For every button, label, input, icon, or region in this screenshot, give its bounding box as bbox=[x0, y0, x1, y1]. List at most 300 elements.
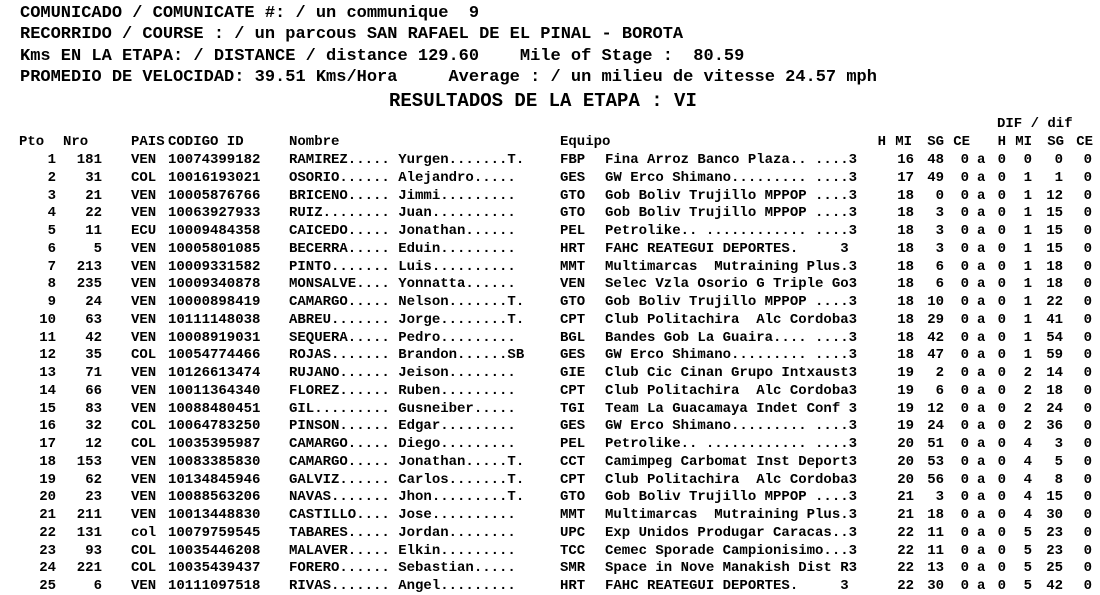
row-team-name: Petrolike.. ............ ....3 bbox=[605, 436, 858, 452]
row-c0: 0 bbox=[997, 312, 1006, 328]
row-codigo: 10013448830 bbox=[168, 507, 261, 523]
header-average-speed: PROMEDIO DE VELOCIDAD: 39.51 Kms/Hora Average : / un milieu de vitesse 24.57 mph bbox=[20, 68, 877, 87]
row-dif-sg: 0 bbox=[1083, 259, 1092, 275]
row-dif-h: 5 bbox=[1023, 560, 1032, 576]
row-sg: 3 bbox=[935, 223, 944, 239]
row-dif-mi: 12 bbox=[1046, 188, 1063, 204]
row-nro: 235 bbox=[76, 276, 102, 292]
row-dif-h: 1 bbox=[1023, 312, 1032, 328]
col-header-mi: MI bbox=[895, 134, 912, 150]
header-distance: Kms EN LA ETAPA: / DISTANCE / distance 129.60 Mile of Stage : 80.59 bbox=[20, 47, 745, 66]
row-mi: 20 bbox=[897, 436, 914, 452]
row-dif-sg: 0 bbox=[1083, 170, 1092, 186]
row-pais: COL bbox=[131, 418, 157, 434]
row-c0: 0 bbox=[997, 418, 1006, 434]
row-nro: 181 bbox=[76, 152, 102, 168]
row-nro: 32 bbox=[85, 418, 102, 434]
row-dif-sg: 0 bbox=[1083, 418, 1092, 434]
row-codigo: 10063927933 bbox=[168, 205, 261, 221]
row-dif-sg: 0 bbox=[1083, 489, 1092, 505]
row-nombre: PINSON...... Edgar......... bbox=[289, 418, 516, 434]
row-dif-mi: 18 bbox=[1046, 259, 1063, 275]
row-team-name: Petrolike.. ............ ....3 bbox=[605, 223, 858, 239]
row-sg: 18 bbox=[927, 507, 944, 523]
row-dif-h: 1 bbox=[1023, 188, 1032, 204]
row-nombre: CAICEDO..... Jonathan...... bbox=[289, 223, 516, 239]
col-header-equipo: Equipo bbox=[560, 134, 611, 150]
row-nro: 22 bbox=[85, 205, 102, 221]
row-mi: 18 bbox=[897, 347, 914, 363]
row-dif-mi: 30 bbox=[1046, 507, 1063, 523]
row-codigo: 10111148038 bbox=[168, 312, 261, 328]
row-dif-h: 5 bbox=[1023, 578, 1032, 594]
row-c0: 0 bbox=[997, 436, 1006, 452]
row-sg: 13 bbox=[927, 560, 944, 576]
row-mi: 16 bbox=[897, 152, 914, 168]
row-a: a bbox=[977, 223, 986, 239]
row-dif-h: 4 bbox=[1023, 436, 1032, 452]
row-ce: 0 bbox=[960, 489, 969, 505]
row-dif-mi: 1 bbox=[1054, 170, 1063, 186]
row-c0: 0 bbox=[997, 525, 1006, 541]
row-a: a bbox=[977, 436, 986, 452]
row-mi: 18 bbox=[897, 188, 914, 204]
header-course: RECORRIDO / COURSE : / un parcous SAN RAFAEL DE EL PINAL - BOROTA bbox=[20, 25, 684, 44]
row-dif-h: 4 bbox=[1023, 472, 1032, 488]
row-nro: 71 bbox=[85, 365, 102, 381]
row-ce: 0 bbox=[960, 454, 969, 470]
row-team-name: GW Erco Shimano......... ....3 bbox=[605, 418, 858, 434]
row-dif-mi: 59 bbox=[1046, 347, 1063, 363]
row-c0: 0 bbox=[997, 205, 1006, 221]
row-sg: 3 bbox=[935, 489, 944, 505]
row-a: a bbox=[977, 560, 986, 576]
row-team-name: Gob Boliv Trujillo MPPOP ....3 bbox=[605, 294, 858, 310]
row-dif-mi: 15 bbox=[1046, 205, 1063, 221]
row-pais: COL bbox=[131, 347, 157, 363]
row-dif-mi: 3 bbox=[1054, 436, 1063, 452]
row-dif-mi: 15 bbox=[1046, 489, 1063, 505]
row-a: a bbox=[977, 312, 986, 328]
row-dif-mi: 41 bbox=[1046, 312, 1063, 328]
row-ce: 0 bbox=[960, 170, 969, 186]
row-nro: 11 bbox=[85, 223, 102, 239]
row-dif-mi: 42 bbox=[1046, 578, 1063, 594]
row-pto: 21 bbox=[39, 507, 56, 523]
row-dif-sg: 0 bbox=[1083, 401, 1092, 417]
row-dif-sg: 0 bbox=[1083, 294, 1092, 310]
row-codigo: 10008919031 bbox=[168, 330, 261, 346]
row-nro: 24 bbox=[85, 294, 102, 310]
row-sg: 42 bbox=[927, 330, 944, 346]
row-c0: 0 bbox=[997, 170, 1006, 186]
row-pais: VEN bbox=[131, 383, 157, 399]
row-a: a bbox=[977, 454, 986, 470]
row-pais: VEN bbox=[131, 259, 157, 275]
col-header-sg: SG bbox=[927, 134, 944, 150]
row-nro: 31 bbox=[85, 170, 102, 186]
row-dif-sg: 0 bbox=[1083, 188, 1092, 204]
row-team-code: CPT bbox=[560, 383, 586, 399]
row-codigo: 10088563206 bbox=[168, 489, 261, 505]
row-a: a bbox=[977, 543, 986, 559]
row-sg: 6 bbox=[935, 259, 944, 275]
row-dif-sg: 0 bbox=[1083, 205, 1092, 221]
row-pais: COL bbox=[131, 436, 157, 452]
row-codigo: 10005876766 bbox=[168, 188, 261, 204]
row-pais: VEN bbox=[131, 507, 157, 523]
row-dif-mi: 5 bbox=[1054, 454, 1063, 470]
row-nro: 66 bbox=[85, 383, 102, 399]
row-team-name: Cemec Sporade Campionisimo...3 bbox=[605, 543, 858, 559]
row-a: a bbox=[977, 401, 986, 417]
row-nombre: CAMARGO..... Jonathan.....T. bbox=[289, 454, 525, 470]
row-pais: VEN bbox=[131, 276, 157, 292]
row-a: a bbox=[977, 507, 986, 523]
row-nombre: SEQUERA..... Pedro......... bbox=[289, 330, 516, 346]
row-nro: 221 bbox=[76, 560, 102, 576]
row-nombre: MONSALVE.... Yonnatta...... bbox=[289, 276, 516, 292]
row-c0: 0 bbox=[997, 241, 1006, 257]
row-team-name: Gob Boliv Trujillo MPPOP ....3 bbox=[605, 205, 858, 221]
row-a: a bbox=[977, 294, 986, 310]
row-dif-sg: 0 bbox=[1083, 436, 1092, 452]
row-team-name: Bandes Gob La Guaira.... ....3 bbox=[605, 330, 858, 346]
row-nombre: GIL......... Gusneiber..... bbox=[289, 401, 516, 417]
row-dif-mi: 22 bbox=[1046, 294, 1063, 310]
row-team-code: BGL bbox=[560, 330, 586, 346]
row-a: a bbox=[977, 170, 986, 186]
row-nombre: GALVIZ...... Carlos.......T. bbox=[289, 472, 525, 488]
row-pto: 16 bbox=[39, 418, 56, 434]
row-pto: 20 bbox=[39, 489, 56, 505]
row-pais: VEN bbox=[131, 330, 157, 346]
row-pto: 19 bbox=[39, 472, 56, 488]
row-codigo: 10035446208 bbox=[168, 543, 261, 559]
col-header-dif-h: H bbox=[997, 134, 1006, 150]
row-dif-sg: 0 bbox=[1083, 507, 1092, 523]
row-dif-h: 1 bbox=[1023, 259, 1032, 275]
row-team-name: Club Politachira Alc Cordoba3 bbox=[605, 383, 858, 399]
row-team-name: GW Erco Shimano......... ....3 bbox=[605, 170, 858, 186]
row-dif-h: 1 bbox=[1023, 170, 1032, 186]
row-sg: 6 bbox=[935, 383, 944, 399]
row-team-code: GES bbox=[560, 170, 586, 186]
row-dif-mi: 25 bbox=[1046, 560, 1063, 576]
row-nro: 5 bbox=[93, 241, 102, 257]
col-header-dif-ce: CE bbox=[1076, 134, 1093, 150]
row-sg: 10 bbox=[927, 294, 944, 310]
row-c0: 0 bbox=[997, 365, 1006, 381]
row-team-name: FAHC REATEGUI DEPORTES. 3 bbox=[605, 241, 849, 257]
row-team-code: TCC bbox=[560, 543, 586, 559]
row-nro: 213 bbox=[76, 259, 102, 275]
row-codigo: 10009484358 bbox=[168, 223, 261, 239]
row-codigo: 10005801085 bbox=[168, 241, 261, 257]
row-mi: 19 bbox=[897, 401, 914, 417]
row-a: a bbox=[977, 472, 986, 488]
row-a: a bbox=[977, 347, 986, 363]
row-team-name: Space in Nove Manakish Dist R3 bbox=[605, 560, 858, 576]
col-header-ce: CE bbox=[953, 134, 970, 150]
row-sg: 3 bbox=[935, 241, 944, 257]
row-a: a bbox=[977, 489, 986, 505]
row-ce: 0 bbox=[960, 241, 969, 257]
row-c0: 0 bbox=[997, 454, 1006, 470]
row-codigo: 10011364340 bbox=[168, 383, 261, 399]
row-ce: 0 bbox=[960, 205, 969, 221]
row-team-code: CCT bbox=[560, 454, 586, 470]
row-dif-sg: 0 bbox=[1083, 560, 1092, 576]
row-nro: 6 bbox=[93, 578, 102, 594]
row-c0: 0 bbox=[997, 330, 1006, 346]
row-ce: 0 bbox=[960, 152, 969, 168]
row-team-code: CPT bbox=[560, 312, 586, 328]
row-pais: VEN bbox=[131, 578, 157, 594]
col-header-nombre: Nombre bbox=[289, 134, 340, 150]
row-c0: 0 bbox=[997, 152, 1006, 168]
row-pto: 2 bbox=[47, 170, 56, 186]
row-dif-h: 1 bbox=[1023, 330, 1032, 346]
row-a: a bbox=[977, 525, 986, 541]
row-dif-sg: 0 bbox=[1083, 276, 1092, 292]
row-dif-mi: 15 bbox=[1046, 241, 1063, 257]
row-dif-h: 1 bbox=[1023, 347, 1032, 363]
row-sg: 0 bbox=[935, 188, 944, 204]
row-pais: ECU bbox=[131, 223, 157, 239]
row-team-code: GIE bbox=[560, 365, 586, 381]
row-team-name: Selec Vzla Osorio G Triple Go3 bbox=[605, 276, 858, 292]
row-mi: 18 bbox=[897, 241, 914, 257]
row-team-code: GES bbox=[560, 418, 586, 434]
row-pto: 11 bbox=[39, 330, 56, 346]
row-sg: 11 bbox=[927, 525, 944, 541]
row-a: a bbox=[977, 259, 986, 275]
row-ce: 0 bbox=[960, 525, 969, 541]
row-c0: 0 bbox=[997, 578, 1006, 594]
row-sg: 2 bbox=[935, 365, 944, 381]
row-pais: COL bbox=[131, 170, 157, 186]
row-dif-sg: 0 bbox=[1083, 383, 1092, 399]
row-team-name: GW Erco Shimano......... ....3 bbox=[605, 347, 858, 363]
row-ce: 0 bbox=[960, 578, 969, 594]
row-nombre: BECERRA..... Eduin......... bbox=[289, 241, 516, 257]
row-team-name: Gob Boliv Trujillo MPPOP ....3 bbox=[605, 489, 858, 505]
row-dif-sg: 0 bbox=[1083, 525, 1092, 541]
row-a: a bbox=[977, 418, 986, 434]
row-mi: 17 bbox=[897, 170, 914, 186]
row-nro: 12 bbox=[85, 436, 102, 452]
row-dif-mi: 23 bbox=[1046, 543, 1063, 559]
row-pais: VEN bbox=[131, 312, 157, 328]
row-mi: 18 bbox=[897, 294, 914, 310]
row-dif-h: 2 bbox=[1023, 383, 1032, 399]
row-ce: 0 bbox=[960, 543, 969, 559]
row-nombre: RAMIREZ..... Yurgen.......T. bbox=[289, 152, 525, 168]
row-team-name: Gob Boliv Trujillo MPPOP ....3 bbox=[605, 188, 858, 204]
row-dif-h: 4 bbox=[1023, 454, 1032, 470]
row-mi: 21 bbox=[897, 489, 914, 505]
row-team-code: HRT bbox=[560, 578, 586, 594]
row-pais: VEN bbox=[131, 489, 157, 505]
row-team-code: TGI bbox=[560, 401, 586, 417]
row-team-name: Camimpeg Carbomat Inst Deport3 bbox=[605, 454, 858, 470]
row-team-name: Club Cic Cinan Grupo Intxaust3 bbox=[605, 365, 858, 381]
row-nro: 63 bbox=[85, 312, 102, 328]
row-dif-mi: 54 bbox=[1046, 330, 1063, 346]
row-nombre: RUIZ........ Juan.......... bbox=[289, 205, 516, 221]
row-ce: 0 bbox=[960, 418, 969, 434]
row-nro: 131 bbox=[76, 525, 102, 541]
row-nro: 211 bbox=[76, 507, 102, 523]
row-ce: 0 bbox=[960, 276, 969, 292]
row-dif-h: 1 bbox=[1023, 205, 1032, 221]
row-pto: 18 bbox=[39, 454, 56, 470]
row-pto: 9 bbox=[47, 294, 56, 310]
row-sg: 12 bbox=[927, 401, 944, 417]
row-dif-h: 4 bbox=[1023, 489, 1032, 505]
row-pto: 14 bbox=[39, 383, 56, 399]
row-dif-sg: 0 bbox=[1083, 312, 1092, 328]
row-mi: 21 bbox=[897, 507, 914, 523]
row-ce: 0 bbox=[960, 472, 969, 488]
row-pais: VEN bbox=[131, 152, 157, 168]
col-header-pais: PAIS bbox=[131, 134, 165, 150]
row-c0: 0 bbox=[997, 188, 1006, 204]
col-header-pto: Pto bbox=[19, 134, 45, 150]
row-dif-sg: 0 bbox=[1083, 347, 1092, 363]
row-ce: 0 bbox=[960, 223, 969, 239]
row-dif-sg: 0 bbox=[1083, 578, 1092, 594]
row-dif-h: 5 bbox=[1023, 543, 1032, 559]
row-pto: 6 bbox=[47, 241, 56, 257]
row-team-code: FBP bbox=[560, 152, 586, 168]
row-nombre: ROJAS....... Brandon......SB bbox=[289, 347, 525, 363]
row-mi: 22 bbox=[897, 543, 914, 559]
row-dif-sg: 0 bbox=[1083, 330, 1092, 346]
row-pais: VEN bbox=[131, 241, 157, 257]
row-mi: 18 bbox=[897, 259, 914, 275]
row-pais: COL bbox=[131, 560, 157, 576]
row-mi: 19 bbox=[897, 365, 914, 381]
row-nombre: CASTILLO.... Jose.......... bbox=[289, 507, 516, 523]
header-communique: COMUNICADO / COMUNICATE #: / un communique 9 bbox=[20, 4, 480, 23]
row-ce: 0 bbox=[960, 365, 969, 381]
row-dif-sg: 0 bbox=[1083, 365, 1092, 381]
row-dif-sg: 0 bbox=[1083, 223, 1092, 239]
row-pais: VEN bbox=[131, 205, 157, 221]
row-pais: VEN bbox=[131, 365, 157, 381]
row-pais: COL bbox=[131, 543, 157, 559]
row-dif-mi: 18 bbox=[1046, 383, 1063, 399]
row-team-code: GTO bbox=[560, 205, 586, 221]
row-codigo: 10035439437 bbox=[168, 560, 261, 576]
row-codigo: 10134845946 bbox=[168, 472, 261, 488]
row-mi: 18 bbox=[897, 223, 914, 239]
row-mi: 18 bbox=[897, 330, 914, 346]
row-c0: 0 bbox=[997, 472, 1006, 488]
row-dif-h: 2 bbox=[1023, 418, 1032, 434]
row-team-name: FAHC REATEGUI DEPORTES. 3 bbox=[605, 578, 849, 594]
row-pais: VEN bbox=[131, 454, 157, 470]
row-nombre: MALAVER..... Elkin......... bbox=[289, 543, 516, 559]
row-pto: 15 bbox=[39, 401, 56, 417]
row-codigo: 10054774466 bbox=[168, 347, 261, 363]
row-nombre: CAMARGO..... Diego......... bbox=[289, 436, 516, 452]
row-mi: 19 bbox=[897, 418, 914, 434]
row-dif-h: 4 bbox=[1023, 507, 1032, 523]
row-team-name: Multimarcas Mutraining Plus.3 bbox=[605, 507, 858, 523]
row-a: a bbox=[977, 152, 986, 168]
row-a: a bbox=[977, 330, 986, 346]
row-dif-sg: 0 bbox=[1083, 152, 1092, 168]
row-ce: 0 bbox=[960, 259, 969, 275]
row-nro: 42 bbox=[85, 330, 102, 346]
row-nro: 83 bbox=[85, 401, 102, 417]
row-team-code: MMT bbox=[560, 259, 586, 275]
row-c0: 0 bbox=[997, 401, 1006, 417]
row-dif-sg: 0 bbox=[1083, 241, 1092, 257]
row-pto: 12 bbox=[39, 347, 56, 363]
row-sg: 47 bbox=[927, 347, 944, 363]
row-pais: col bbox=[131, 525, 157, 541]
row-c0: 0 bbox=[997, 507, 1006, 523]
row-mi: 20 bbox=[897, 472, 914, 488]
row-nombre: CAMARGO..... Nelson.......T. bbox=[289, 294, 525, 310]
row-mi: 19 bbox=[897, 383, 914, 399]
row-sg: 3 bbox=[935, 205, 944, 221]
row-mi: 22 bbox=[897, 525, 914, 541]
row-a: a bbox=[977, 205, 986, 221]
row-pto: 22 bbox=[39, 525, 56, 541]
row-dif-mi: 36 bbox=[1046, 418, 1063, 434]
row-dif-sg: 0 bbox=[1083, 543, 1092, 559]
row-ce: 0 bbox=[960, 330, 969, 346]
row-pto: 23 bbox=[39, 543, 56, 559]
row-mi: 20 bbox=[897, 454, 914, 470]
row-codigo: 10111097518 bbox=[168, 578, 261, 594]
row-pto: 24 bbox=[39, 560, 56, 576]
row-codigo: 10083385830 bbox=[168, 454, 261, 470]
row-c0: 0 bbox=[997, 543, 1006, 559]
row-pto: 5 bbox=[47, 223, 56, 239]
row-nro: 23 bbox=[85, 489, 102, 505]
row-dif-mi: 18 bbox=[1046, 276, 1063, 292]
row-c0: 0 bbox=[997, 276, 1006, 292]
row-team-code: CPT bbox=[560, 472, 586, 488]
row-team-name: Club Politachira Alc Cordoba3 bbox=[605, 312, 858, 328]
row-pto: 7 bbox=[47, 259, 56, 275]
row-sg: 6 bbox=[935, 276, 944, 292]
row-pto: 4 bbox=[47, 205, 56, 221]
row-codigo: 10016193021 bbox=[168, 170, 261, 186]
row-ce: 0 bbox=[960, 294, 969, 310]
row-dif-mi: 24 bbox=[1046, 401, 1063, 417]
row-team-code: GTO bbox=[560, 188, 586, 204]
row-sg: 53 bbox=[927, 454, 944, 470]
row-dif-h: 5 bbox=[1023, 525, 1032, 541]
row-ce: 0 bbox=[960, 347, 969, 363]
row-nro: 93 bbox=[85, 543, 102, 559]
col-header-nro: Nro bbox=[63, 134, 89, 150]
row-nombre: FORERO...... Sebastian..... bbox=[289, 560, 516, 576]
row-ce: 0 bbox=[960, 401, 969, 417]
row-codigo: 10088480451 bbox=[168, 401, 261, 417]
row-a: a bbox=[977, 578, 986, 594]
row-a: a bbox=[977, 188, 986, 204]
row-team-name: Exp Unidos Produgar Caracas..3 bbox=[605, 525, 858, 541]
row-ce: 0 bbox=[960, 436, 969, 452]
